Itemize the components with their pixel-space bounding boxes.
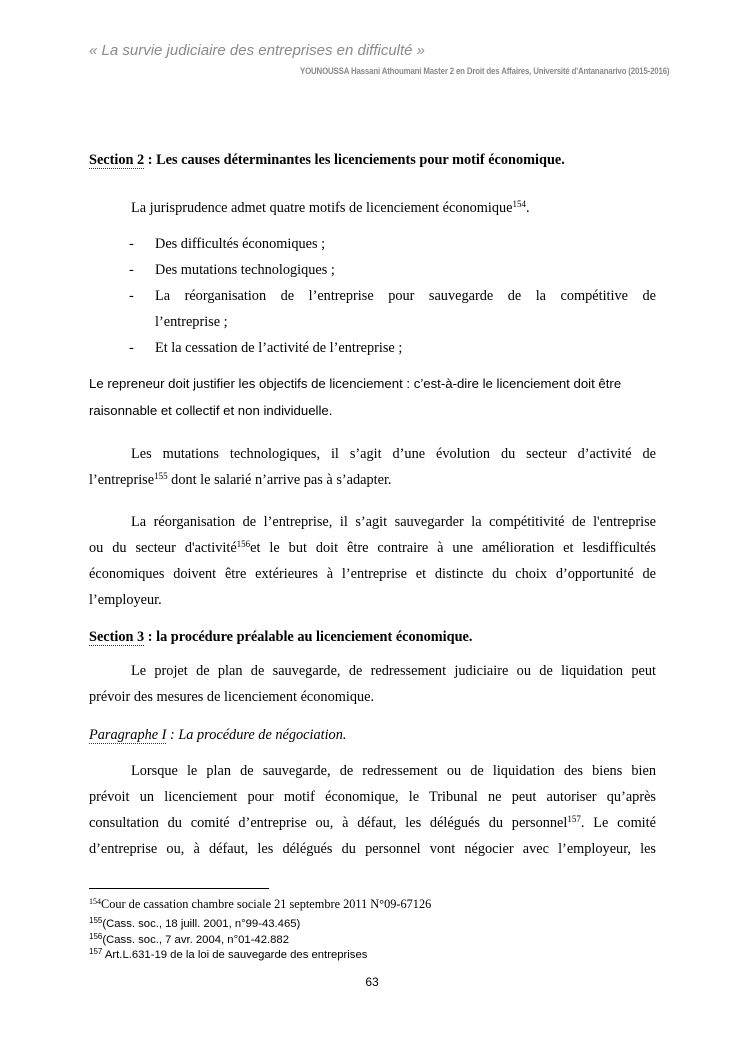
section-2-label: Section 2 xyxy=(89,152,145,168)
list-dash: - xyxy=(129,262,134,278)
page-number: 63 xyxy=(365,975,379,989)
list-item: La réorganisation de l’entreprise pour sauvegarde de la compétitive de xyxy=(155,288,656,304)
footnote-number: 157 xyxy=(89,947,103,956)
footnote-separator xyxy=(89,888,269,889)
intro-end: . xyxy=(526,200,530,216)
section-2-title: : Les causes déterminantes les licenciements pour motif économique. xyxy=(144,152,565,168)
repreneur-paragraph-line: Le repreneur doit justifier les objectifs de licenciement : c’est-à-dire le licenciement doit être xyxy=(89,376,622,391)
projet-paragraph-line: Le projet de plan de sauvegarde, de redressement judiciaire ou de liquidation peut xyxy=(131,663,656,679)
paragraphe-1-label: Paragraphe I xyxy=(89,727,167,743)
lorsque-text: . Le comité xyxy=(580,815,656,831)
footnote-ref-154: 154 xyxy=(512,199,526,209)
intro-paragraph xyxy=(131,200,530,217)
section-3-label: Section 3 xyxy=(89,629,145,645)
paragraphe-1-title: : La procédure de négociation. xyxy=(166,727,347,743)
lorsque-text: consultation du comité d’entreprise ou, à défaut, les délégués du personnel xyxy=(89,815,568,831)
footnote-text: (Cass. soc., 7 avr. 2004, n°01-42.882 xyxy=(102,934,289,946)
footnote-155 xyxy=(89,918,300,930)
running-header-title: « La survie judiciaire des entreprises en difficulté » xyxy=(89,42,426,59)
footnote-text: Cour de cassation chambre sociale 21 septembre 2011 N°09-67126 xyxy=(101,897,432,911)
footnote-text: (Cass. soc., 18 juill. 2001, n°99-43.465) xyxy=(102,918,301,930)
footnote-ref-155: 155 xyxy=(154,471,168,481)
reorg-paragraph-line: La réorganisation de l’entreprise, il s’agit sauvegarder la compétitivité de l'entreprise xyxy=(131,514,656,530)
section-3-heading xyxy=(89,629,472,646)
reorg-paragraph-line xyxy=(89,540,656,557)
list-item: Des difficultés économiques ; xyxy=(155,236,326,252)
reorg-text: ou du secteur d'activité xyxy=(89,540,237,556)
list-item: Des mutations technologiques ; xyxy=(155,262,335,278)
lorsque-paragraph-line: d’entreprise ou, à défaut, les délégués du personnel vont négocier avec l’employeur, les xyxy=(89,841,656,857)
list-item: Et la cessation de l’activité de l’entreprise ; xyxy=(155,340,403,356)
footnote-number: 155 xyxy=(89,916,103,925)
intro-text: La jurisprudence admet quatre motifs de licenciement économique xyxy=(131,200,513,216)
mutations-text: l’entreprise xyxy=(89,472,155,488)
footnote-154 xyxy=(89,897,431,912)
footnote-ref-156: 156 xyxy=(236,539,251,549)
list-dash: - xyxy=(129,288,134,304)
reorg-paragraph-line: économiques doivent être extérieures à l’entreprise et distincte du choix d’opportunité de xyxy=(89,566,656,582)
running-header-author: YOUNOUSSA Hassani Athoumani Master 2 en Droit des Affaires, Université d'Antananarivo (2015-2016) xyxy=(300,66,670,77)
lorsque-paragraph-line: prévoit un licenciement pour motif économique, le Tribunal ne peut autoriser qu’après xyxy=(89,789,656,805)
paragraphe-1-heading xyxy=(89,727,346,744)
section-2-heading xyxy=(89,152,565,169)
section-3-title: : la procédure préalable au licenciement économique. xyxy=(144,629,473,645)
footnote-157 xyxy=(89,949,367,961)
mutations-paragraph-line xyxy=(89,472,392,489)
footnote-number: 154 xyxy=(89,897,101,906)
list-item-continued: l’entreprise ; xyxy=(155,314,228,330)
mutations-paragraph-line: Les mutations technologiques, il s’agit d’une évolution du secteur d’activité de xyxy=(131,446,656,462)
list-dash: - xyxy=(129,340,134,356)
lorsque-paragraph-line xyxy=(89,815,656,832)
footnote-number: 156 xyxy=(89,932,103,941)
projet-paragraph-line: prévoir des mesures de licenciement économique. xyxy=(89,689,375,705)
footnote-text: Art.L.631-19 de la loi de sauvegarde des entreprises xyxy=(102,949,368,961)
reorg-paragraph-line: l’employeur. xyxy=(89,592,162,608)
footnote-156 xyxy=(89,934,289,946)
repreneur-paragraph-line: raisonnable et collectif et non individuelle. xyxy=(89,403,333,418)
footnote-ref-157: 157 xyxy=(567,814,581,824)
mutations-text: dont le salarié n’arrive pas à s’adapter. xyxy=(167,472,392,488)
reorg-text: et le but doit être contraire à une amélioration et lesdifficultés xyxy=(250,540,656,556)
list-dash: - xyxy=(129,236,134,252)
lorsque-paragraph-line: Lorsque le plan de sauvegarde, de redressement ou de liquidation des biens bien xyxy=(131,763,656,779)
